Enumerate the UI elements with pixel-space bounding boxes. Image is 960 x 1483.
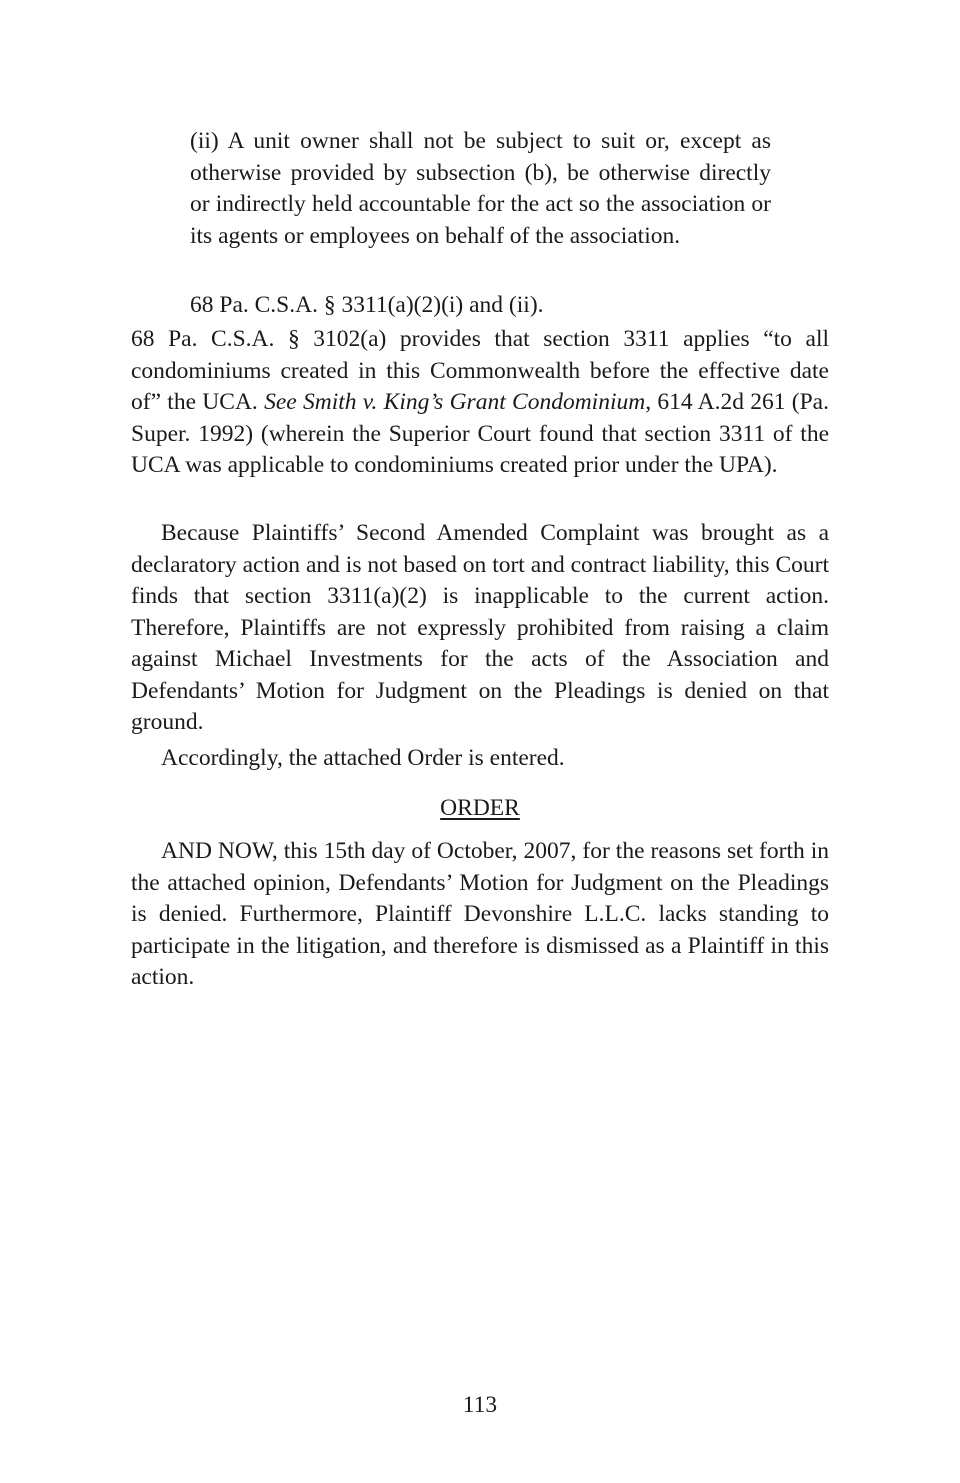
order-text: AND NOW, this 15th day of October, 2007, for the reasons set forth in the attached opinion, Defendants’ Motion for Judgment on the Pleadings is denied. Furthermore, Plaintiff Devonshire L.L.C. lacks standing to participate in the litigation, and therefore is dismissed as a Plaintiff in this action. (131, 838, 829, 990)
case-name: See Smith v. King’s Grant Condominium (264, 389, 646, 415)
paragraph-statute-applicability (131, 324, 829, 482)
paragraph-tail: , 614 A.2d 261 (Pa. Super. 1992) (wherein the Superior Court found that section 3311 of the UCA was applicable to condominiums created prior under the UPA). (131, 389, 829, 478)
paragraph-order-entered: Accordingly, the attached Order is entered. (161, 745, 565, 771)
paragraph-lead: 68 Pa. C.S.A. § 3102(a) provides that section 3311 applies “to all condominiums created in this Commonwealth before the effective date of” the UCA. (131, 326, 829, 415)
statute-citation: 68 Pa. C.S.A. § 3311(a)(2)(i) and (ii). (190, 292, 544, 318)
page-number: 113 (462, 1392, 498, 1418)
paragraph-court-finding: Because Plaintiffs’ Second Amended Complaint was brought as a declaratory action and is not based on tort and contract liability, this Court finds that section 3311(a)(2) is inapplicable to the current action. Therefore, Plaintiffs are not expressly prohibited from raising a claim against Michael Investments for the acts of the Association and Defendants’ Motion for Judgment on the Pleadings is denied on that ground. (131, 520, 829, 735)
order-heading: ORDER (440, 795, 520, 821)
block-quote: (ii) A unit owner shall not be subject to suit or, except as otherwise provided by subsection (b), be otherwise directly or indirectly held accountable for the act so the association or its agents or employees on behalf of the association. (190, 128, 771, 249)
